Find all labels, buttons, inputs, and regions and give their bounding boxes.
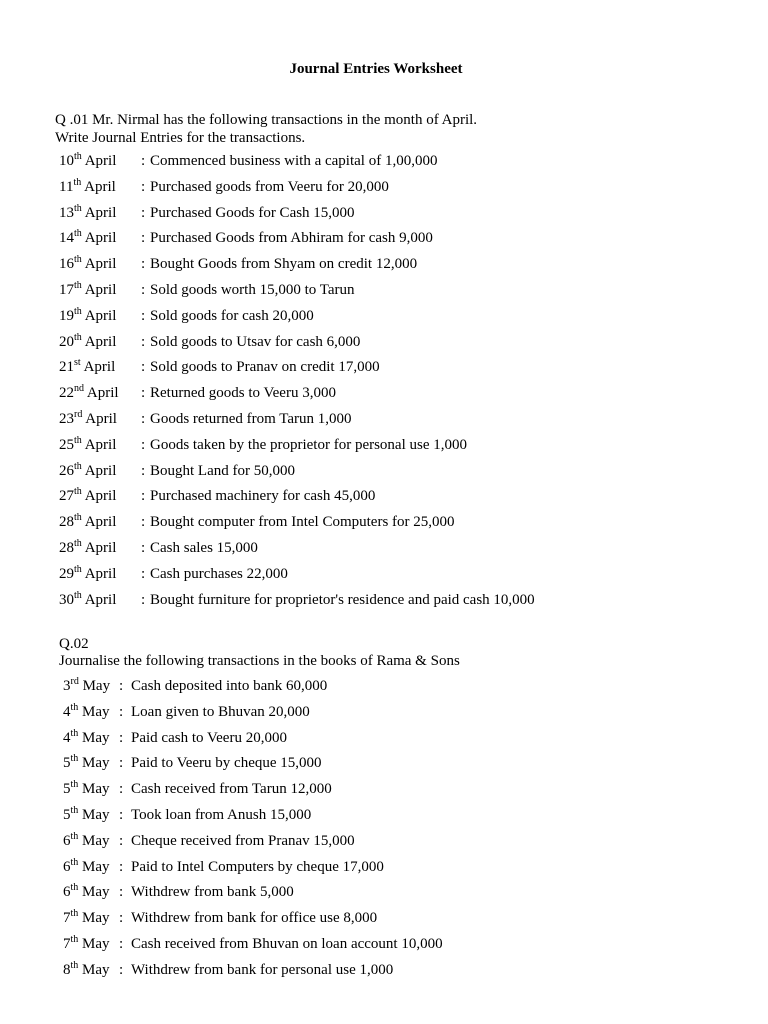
date-suffix: th xyxy=(74,512,82,524)
q1-entry-date xyxy=(59,177,116,197)
q2-entry-text: Loan given to Bhuvan 20,000 xyxy=(131,703,310,720)
q1-entry-text: Sold goods to Utsav for cash 6,000 xyxy=(150,333,361,350)
date-day: 26 xyxy=(59,462,74,479)
date-suffix: th xyxy=(74,460,82,472)
q1-entry-text: Cash purchases 22,000 xyxy=(150,565,288,582)
date-month: April xyxy=(81,514,117,531)
q1-entry-separator: : xyxy=(141,256,146,273)
q1-entry-text: Bought computer from Intel Computers for 25,000 xyxy=(150,514,455,531)
date-month: April xyxy=(81,462,117,479)
q2-entry-text: Paid cash to Veeru 20,000 xyxy=(131,729,287,746)
date-month: April xyxy=(81,307,117,324)
date-day: 8 xyxy=(63,961,71,978)
date-suffix: th xyxy=(70,856,79,868)
q1-entry-date xyxy=(59,254,116,274)
date-month: May xyxy=(78,858,110,875)
q2-entry-text: Withdrew from bank for office use 8,000 xyxy=(131,910,378,927)
q1-entry-separator: : xyxy=(141,591,146,608)
q1-entry-date xyxy=(59,409,117,429)
q2-entry-separator: : xyxy=(119,832,124,849)
q2-entry-separator: : xyxy=(119,729,124,746)
q2-entry-date xyxy=(63,857,110,877)
date-suffix: th xyxy=(74,589,82,601)
date-suffix: th xyxy=(74,280,82,291)
q2-entry-text: Withdrew from bank for personal use 1,000 xyxy=(131,961,394,978)
date-day: 5 xyxy=(63,781,71,798)
date-day: 28 xyxy=(59,540,74,556)
q1-entry-text: Purchased machinery for cash 45,000 xyxy=(150,488,376,505)
date-suffix: th xyxy=(74,331,82,343)
date-suffix: th xyxy=(70,779,79,791)
date-suffix: th xyxy=(70,727,79,739)
date-day: 19 xyxy=(59,307,74,324)
q1-entry-separator: : xyxy=(141,282,146,298)
date-suffix: th xyxy=(74,254,82,266)
date-suffix: rd xyxy=(70,676,79,687)
q1-entry-date xyxy=(59,357,115,377)
date-suffix: th xyxy=(70,701,79,713)
q1-entry-separator: : xyxy=(141,514,146,531)
q1-entry-text: Cash sales 15,000 xyxy=(150,540,258,556)
q1-entry-date xyxy=(59,306,116,326)
q1-entry-text: Sold goods worth 15,000 to Tarun xyxy=(150,282,355,298)
q2-entry-separator: : xyxy=(119,781,124,798)
q2-entry-separator: : xyxy=(119,858,124,875)
q2-entry-text: Paid to Intel Computers by cheque 17,000 xyxy=(131,858,384,875)
q1-entry-date xyxy=(59,280,116,300)
date-day: 7 xyxy=(63,910,71,927)
q2-entry-text: Cheque received from Pranav 15,000 xyxy=(131,832,355,849)
date-month: May xyxy=(78,729,110,746)
date-month: April xyxy=(81,436,117,453)
q2-entry-separator: : xyxy=(119,910,124,927)
q1-entry-date xyxy=(59,538,116,558)
date-day: 7 xyxy=(63,936,71,952)
q1-entry-separator: : xyxy=(141,411,146,427)
q2-entry-text: Cash received from Tarun 12,000 xyxy=(131,781,332,798)
date-suffix: th xyxy=(74,228,82,240)
q2-entry-date xyxy=(63,882,110,902)
q1-entry-text: Purchased Goods from Abhiram for cash 9,000 xyxy=(150,230,433,247)
q2-entry-date xyxy=(63,753,110,773)
date-month: April xyxy=(81,282,117,298)
date-day: 29 xyxy=(59,565,74,582)
date-day: 27 xyxy=(59,488,74,505)
q1-entry-date xyxy=(59,435,116,455)
date-suffix: rd xyxy=(74,409,83,420)
q2-entry-text: Paid to Veeru by cheque 15,000 xyxy=(131,755,322,772)
date-suffix: th xyxy=(70,805,79,816)
q1-entry-text: Sold goods to Pranav on credit 17,000 xyxy=(150,359,380,376)
q1-entry-separator: : xyxy=(141,488,146,505)
date-day: 6 xyxy=(63,832,71,849)
date-day: 5 xyxy=(63,755,71,772)
date-month: May xyxy=(78,781,110,798)
date-month: May xyxy=(78,884,110,901)
date-month: April xyxy=(84,385,119,402)
q1-entry-separator: : xyxy=(141,436,146,453)
date-day: 23 xyxy=(59,411,74,427)
q2-entry-text: Took loan from Anush 15,000 xyxy=(131,807,312,823)
date-day: 10 xyxy=(59,153,74,169)
date-month: April xyxy=(81,153,117,169)
date-month: May xyxy=(78,936,110,952)
q1-entry-date xyxy=(59,590,116,610)
q1-entry-text: Purchased Goods for Cash 15,000 xyxy=(150,204,355,221)
date-suffix: th xyxy=(70,882,79,894)
q1-entry-separator: : xyxy=(141,540,146,556)
q1-entry-text: Goods taken by the proprietor for personal use 1,000 xyxy=(150,436,468,453)
q1-intro-line2: Write Journal Entries for the transactions. xyxy=(55,130,306,146)
q2-entry-separator: : xyxy=(119,807,124,823)
q1-entry-separator: : xyxy=(141,307,146,324)
date-suffix: th xyxy=(73,176,82,188)
q1-entry-separator: : xyxy=(141,153,146,169)
date-day: 13 xyxy=(59,204,74,221)
q2-entry-date xyxy=(63,702,110,722)
date-month: April xyxy=(81,230,117,247)
q1-entry-date xyxy=(59,151,116,171)
q1-intro-line1: Q .01 Mr. Nirmal has the following transactions in the month of April. xyxy=(55,112,478,128)
date-day: 6 xyxy=(63,858,71,875)
date-day: 21 xyxy=(59,359,74,376)
date-suffix: th xyxy=(74,538,82,549)
date-month: April xyxy=(81,565,117,582)
q1-entry-date xyxy=(59,512,116,532)
q2-entry-separator: : xyxy=(119,755,124,772)
q1-entry-separator: : xyxy=(141,565,146,582)
q1-entry-text: Sold goods for cash 20,000 xyxy=(150,307,314,324)
date-day: 30 xyxy=(59,591,74,608)
q1-entry-text: Bought Land for 50,000 xyxy=(150,462,295,479)
q1-entry-text: Goods returned from Tarun 1,000 xyxy=(150,411,352,427)
q1-entry-date xyxy=(59,332,116,352)
q2-entry-date xyxy=(63,960,110,980)
q2-entry-separator: : xyxy=(119,703,124,720)
date-day: 17 xyxy=(59,282,74,298)
q2-entry-date xyxy=(63,908,110,928)
q2-entry-date xyxy=(63,934,110,954)
q2-entry-date xyxy=(63,805,110,825)
date-suffix: nd xyxy=(74,383,84,395)
q2-entry-date xyxy=(63,676,110,696)
date-month: May xyxy=(78,755,110,772)
q1-entry-separator: : xyxy=(141,178,146,195)
q1-entry-text: Returned goods to Veeru 3,000 xyxy=(150,385,336,402)
date-month: April xyxy=(81,256,117,273)
q1-entry-date xyxy=(59,461,116,481)
date-suffix: th xyxy=(70,959,79,971)
date-suffix: th xyxy=(74,151,82,162)
q2-intro: Journalise the following transactions in the books of Rama & Sons xyxy=(59,653,460,669)
q1-entry-date xyxy=(59,383,119,403)
q1-entry-text: Bought Goods from Shyam on credit 12,000 xyxy=(150,256,418,273)
q2-label: Q.02 xyxy=(59,636,89,652)
q2-entry-date xyxy=(63,779,110,799)
date-day: 28 xyxy=(59,514,74,531)
date-month: April xyxy=(81,333,117,350)
q1-entry-date xyxy=(59,486,116,506)
q1-entry-separator: : xyxy=(141,462,146,479)
date-day: 5 xyxy=(63,807,71,823)
q2-entry-separator: : xyxy=(119,678,124,694)
q2-entry-separator: : xyxy=(119,884,124,901)
q1-entry-separator: : xyxy=(141,230,146,247)
q1-entry-date xyxy=(59,228,116,248)
date-month: April xyxy=(80,359,116,376)
date-suffix: th xyxy=(70,934,79,945)
q1-entry-date xyxy=(59,564,116,584)
date-suffix: th xyxy=(70,908,79,920)
date-month: May xyxy=(78,678,111,694)
date-suffix: th xyxy=(70,830,79,842)
q1-entry-text: Bought furniture for proprietor's residence and paid cash 10,000 xyxy=(150,591,535,608)
date-month: April xyxy=(81,178,116,195)
date-month: April xyxy=(81,488,117,505)
q2-entry-date xyxy=(63,831,110,851)
date-month: April xyxy=(81,540,117,556)
q1-entry-separator: : xyxy=(141,204,146,221)
date-month: April xyxy=(81,591,117,608)
date-month: April xyxy=(81,204,117,221)
q1-entry-text: Purchased goods from Veeru for 20,000 xyxy=(150,178,389,195)
date-month: May xyxy=(78,703,110,720)
date-suffix: st xyxy=(74,357,81,369)
date-suffix: th xyxy=(74,486,82,498)
date-day: 4 xyxy=(63,703,71,720)
q1-entry-separator: : xyxy=(141,359,146,376)
date-month: May xyxy=(78,832,110,849)
date-day: 3 xyxy=(63,678,71,694)
q2-entry-text: Withdrew from bank 5,000 xyxy=(131,884,294,901)
q2-entry-date xyxy=(63,728,110,748)
date-suffix: th xyxy=(74,202,82,214)
date-month: May xyxy=(78,807,110,823)
date-suffix: th xyxy=(74,563,82,575)
q2-entry-text: Cash received from Bhuvan on loan account 10,000 xyxy=(131,936,443,952)
q2-entry-separator: : xyxy=(119,936,124,952)
date-suffix: th xyxy=(70,753,79,765)
q1-entry-text: Commenced business with a capital of 1,00,000 xyxy=(150,153,438,169)
date-day: 4 xyxy=(63,729,71,746)
date-day: 6 xyxy=(63,884,71,901)
date-day: 22 xyxy=(59,385,74,402)
date-day: 14 xyxy=(59,230,74,247)
date-day: 25 xyxy=(59,436,74,453)
q1-entry-date xyxy=(59,203,116,223)
page-title: Journal Entries Worksheet xyxy=(289,61,463,77)
q1-entry-separator: : xyxy=(141,333,146,350)
date-month: May xyxy=(78,961,110,978)
q1-entry-separator: : xyxy=(141,385,146,402)
date-day: 20 xyxy=(59,333,74,350)
q2-entry-text: Cash deposited into bank 60,000 xyxy=(131,678,328,694)
date-suffix: th xyxy=(74,305,82,317)
date-day: 11 xyxy=(59,178,74,195)
date-day: 16 xyxy=(59,256,74,273)
date-suffix: th xyxy=(74,434,82,446)
date-month: May xyxy=(78,910,110,927)
date-month: April xyxy=(82,411,117,427)
q2-entry-separator: : xyxy=(119,961,124,978)
